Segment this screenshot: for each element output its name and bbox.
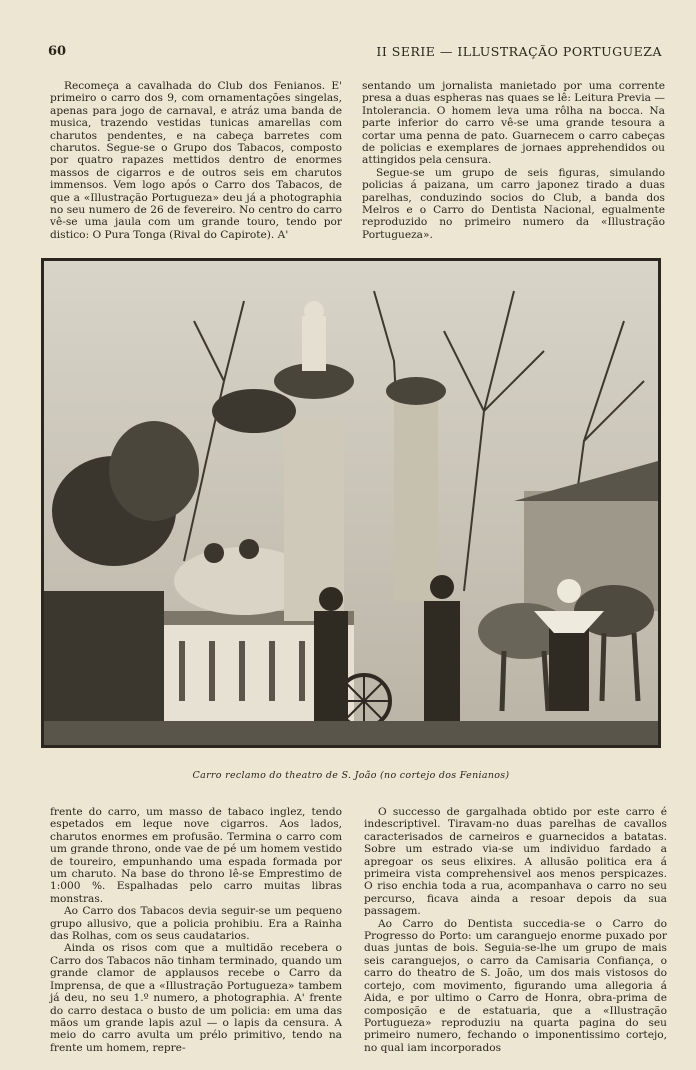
paragraph: Ainda os risos com que a multidão recebera o Carro dos Tabacos não tinham terminado, quando um grande clamor de applausos recebe o Carro da Imprensa, de que a «Illustração Portugueza» tambem já deu, no seu 1.º numero, a photographia. A' frente do carro destaca o busto de um policia: em uma das mãos um grande lapis azul — o lapis da censura. A meio do carro avulta um prélo primitivo, tendo na frente um homem, repre- xyxy=(50,942,342,1054)
page-header xyxy=(48,44,662,62)
text-column-bottom-left xyxy=(50,806,342,1054)
text-column-top-left xyxy=(50,80,342,241)
text-column-top-right xyxy=(362,80,665,241)
paragraph: sentando um jornalista manietado por uma corrente presa a duas espheras nas quaes se lê: Leitura Previa — Intolerancia. O homem leva uma rôlha na bocca. Na parte inferior do carro vê-se uma grande tesoura a cortar uma penna de pato. Guarnecem o carro cabeças de policias e exemplares de jornaes apprehendidos ou attingidos pela censura. xyxy=(362,80,665,167)
photo-illustration xyxy=(44,261,658,745)
photo-caption: Carro reclamo do theatro de S. João (no cortejo dos Fenianos) xyxy=(192,770,510,781)
paragraph: O successo de gargalhada obtido por este carro é indescriptivel. Tiravam-no duas parelhas de cavallos caracterisados de carneiros e guarnecidos a batatas. Sobre um estrado via-se um individuo fardado a apregoar os seus elixires. A allusão politica era á primeira vista comprehensivel aos menos perspicazes. O riso enchia toda a rua, acompanhava o carro no seu percurso, ficava ainda a resoar depois da sua passagem. xyxy=(364,806,667,918)
paragraph: Ao Carro do Dentista succedia-se o Carro do Progresso do Porto: um caranguejo enorme puxado por duas juntas de bois. Seguia-se-lhe um grupo de mais seis caranguejos, o carro da Camisaria Confiança, o carro do theatro de S. João, um dos mais vistosos do cortejo, com movimento, figurando uma allegoria á Aida, e por ultimo o Carro de Honra, obra-prima de composição e de estatuaria, que a «Illustração Portugueza» reproduziu na quarta pagina do seu primeiro numero, fechando o imponentissimo cortejo, no qual iam incorporados xyxy=(364,917,667,1054)
text-column-bottom-right xyxy=(364,806,667,1054)
paragraph: Segue-se um grupo de seis figuras, simulando policias á paizana, um carro japonez tirado a duas parelhas, conduzindo socios do Club, a banda dos Melros e o Carro do Dentista Nacional, egualmente reproduzido no primeiro numero da «Illustração Portugueza». xyxy=(362,166,665,241)
series-title: II SERIE — ILLUSTRAÇÃO PORTUGUEZA xyxy=(376,44,662,59)
page-number: 60 xyxy=(48,44,67,59)
paragraph: frente do carro, um masso de tabaco inglez, tendo espetados em leque nove cigarros. Aos lados, charutos enormes em profusão. Termina o carro com um grande throno, onde vae de pé um homem vestido de toureiro, empunhando uma espada formada por um charuto. Na base do throno lê-se Emprestimo de 1:000 %. Espalhadas pelo carro muitas libras monstras. xyxy=(50,806,342,905)
carnival-float-photo xyxy=(41,258,661,748)
paragraph: Recomeça a cavalhada do Club dos Fenianos. E' primeiro o carro dos 9, com ornamentações singelas, apenas para jogo de carnaval, e atráz uma banda de musica, trazendo vestidas tunicas amarellas com charutos pendentes, e na cabeça barretes com charutos. Segue-se o Grupo dos Tabacos, composto por quatro rapazes mettidos dentro de enormes massos de cigarros e de outros seis em charutos immensos. Vem logo após o Carro dos Tabacos, de que a «Illustração Portugueza» deu já a photographia no seu numero de 26 de fevereiro. No centro do carro vê-se uma jaula com um grande touro, tendo por distico: O Pura Tonga (Rival do Capirote). A' xyxy=(50,80,342,241)
paragraph: Ao Carro dos Tabacos devia seguir-se um pequeno grupo allusivo, que a policia prohibiu. Era a Rainha das Rolhas, com os seus caudatarios. xyxy=(50,905,342,943)
